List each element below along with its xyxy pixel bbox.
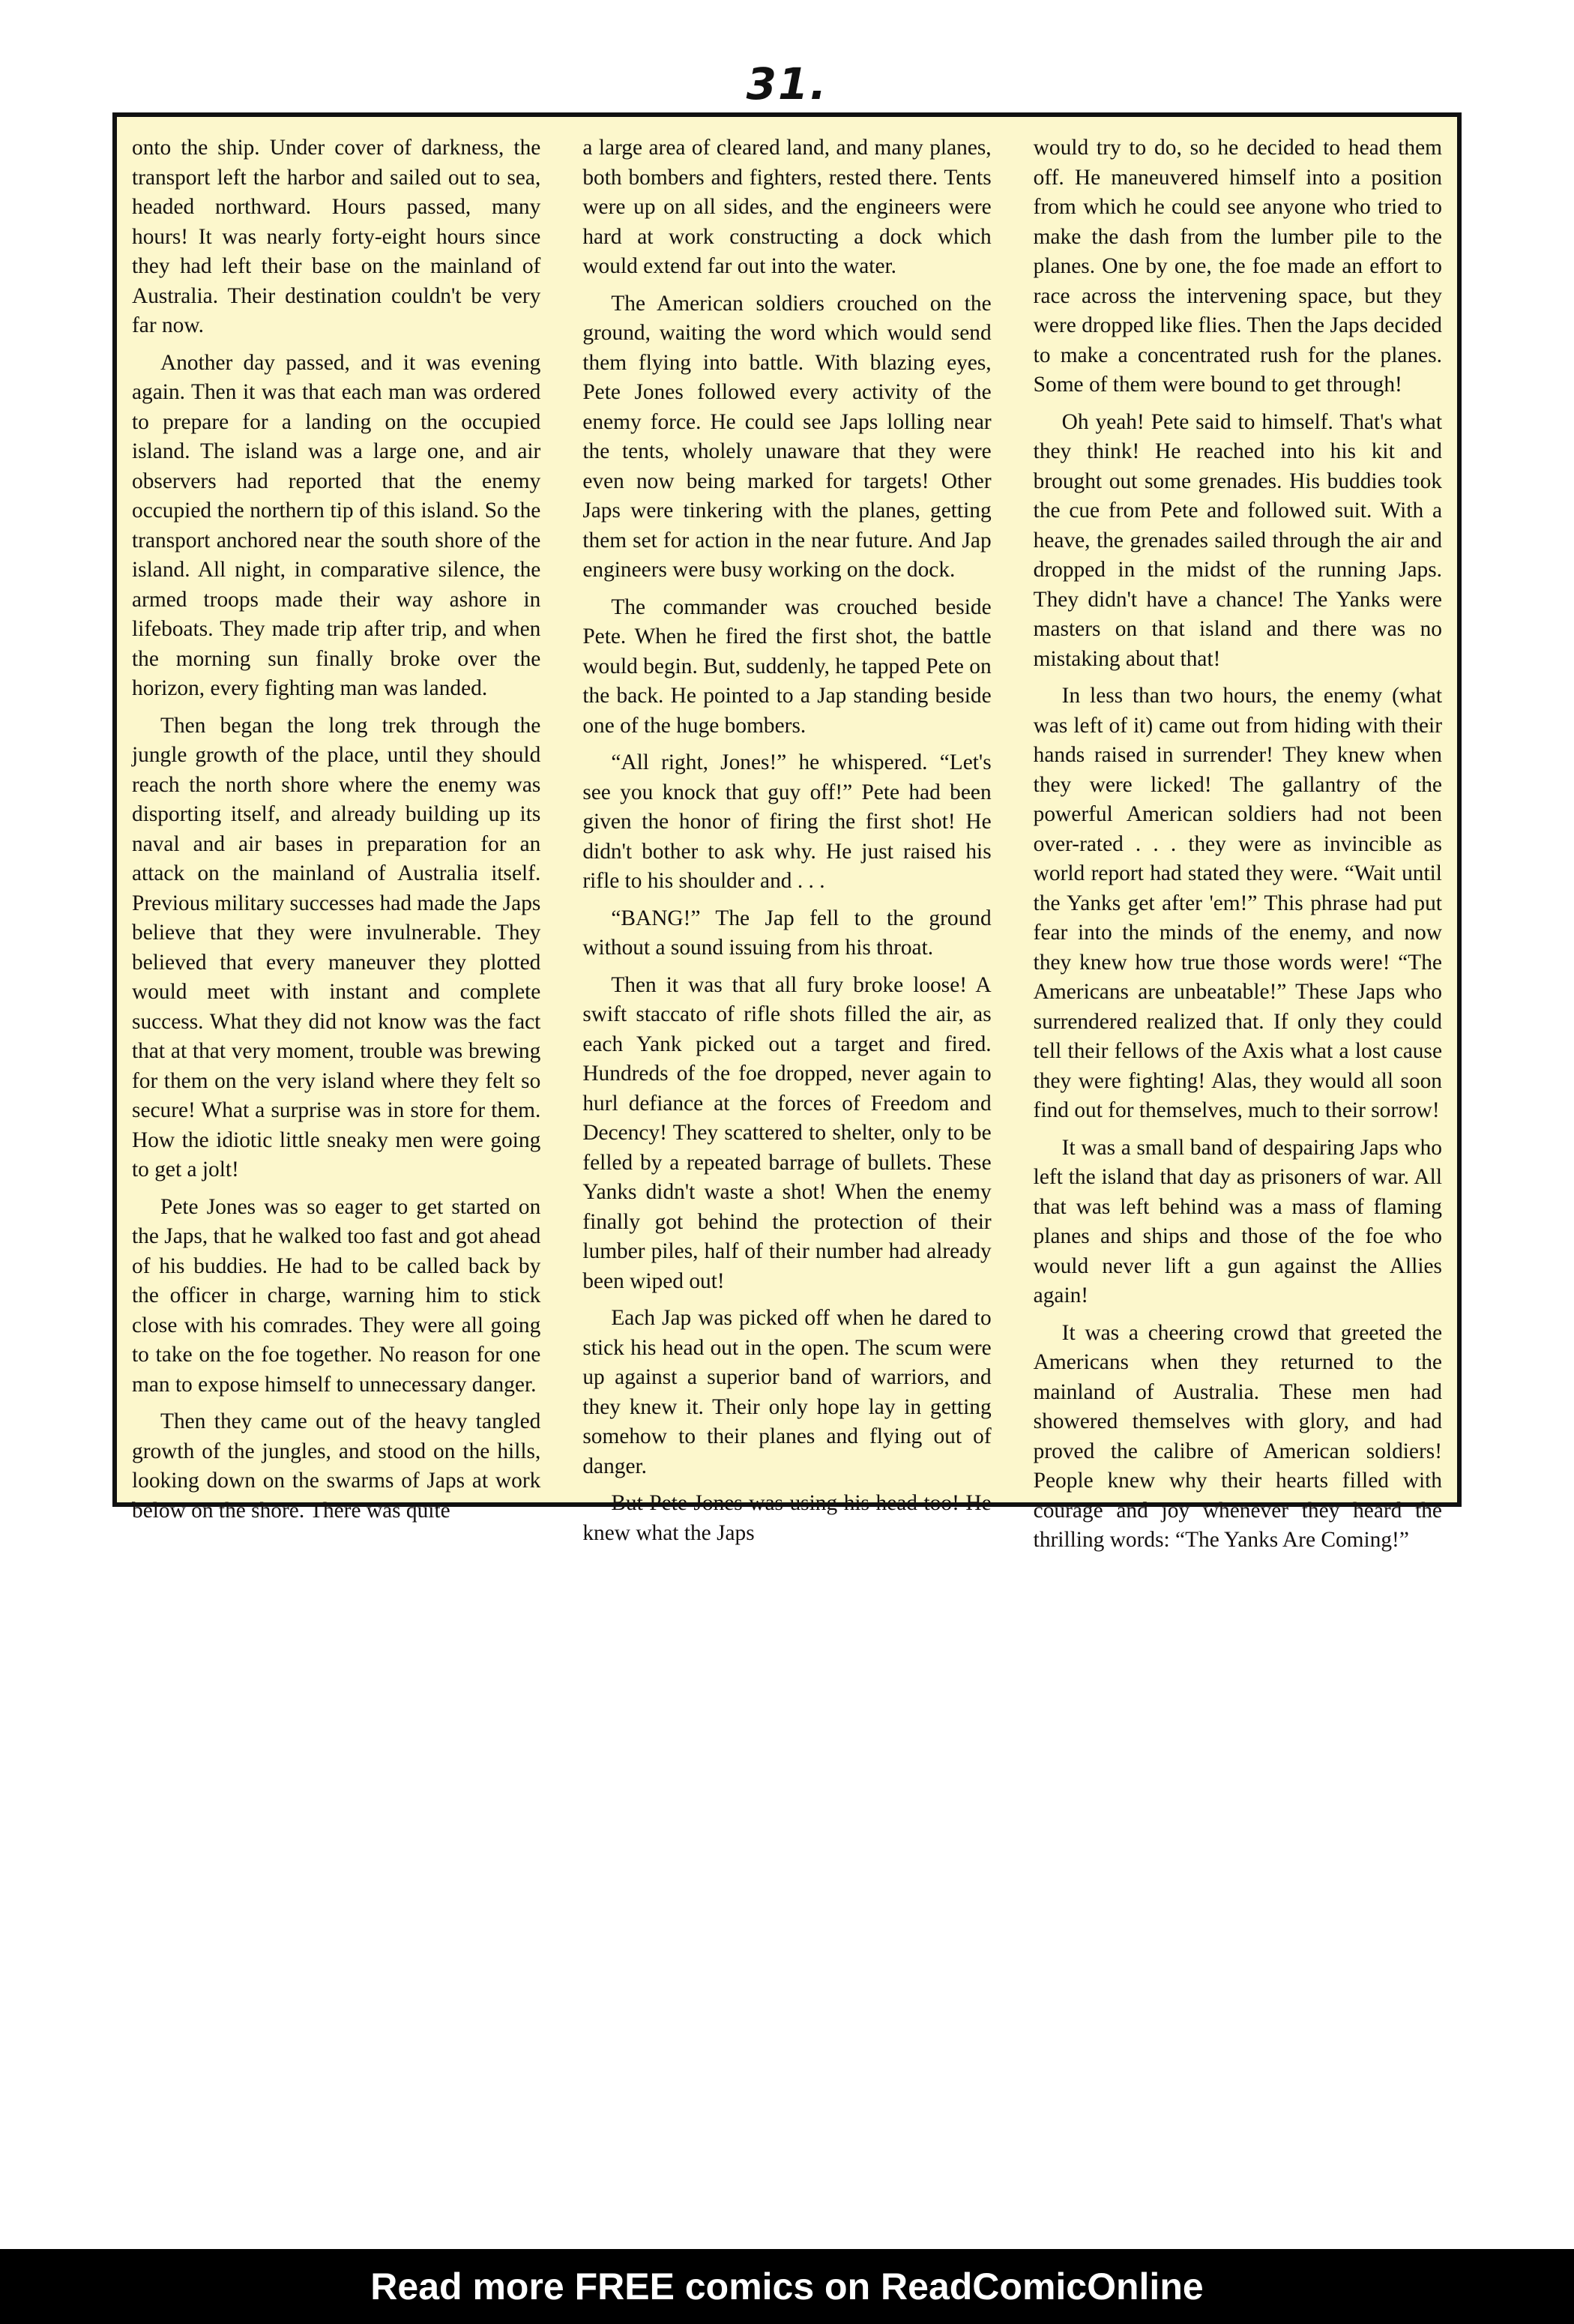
page-number: 31.: [746, 58, 828, 109]
paragraph: a large area of cleared land, and many planes, both bombers and fighters, rested there. Tents were up on all sides, and the engineers were hard at work constructing a dock which would extend far out into the water.: [582, 136, 992, 278]
paragraph: Then began the long trek through the jungle growth of the place, until they should reach the north shore where the enemy was disporting itself, and already building up its naval and air bases in preparation for an attack on the mainland of Australia itself. Previous military successes had made the Japs believe that they were invulnerable. They believed that every maneuver they plotted would meet with instant and complete success. What they did not know was the fact that at that very moment, trouble was brewing for them on the very island where they felt so secure! What a surprise was in store for them. How the idiotic little sneaky men were going to get a jolt!: [132, 713, 541, 1181]
story-text-frame: [112, 112, 1462, 1552]
paragraph: But Pete Jones was using his head too! He knew what the Japs: [582, 1491, 992, 1545]
paragraph: would try to do, so he decided to head them off. He maneuvered himself into a position from which he could see anyone who tried to make the dash from the lumber pile to the planes. One by one, the foe made an effort to race across the intervening space, but they were dropped like flies. Then the Japs decided to make a concentrated rush for the planes. Some of them were bound to get through!: [1033, 136, 1442, 397]
paragraph: The commander was crouched beside Pete. When he fired the first shot, the battle would begin. But, suddenly, he tapped Pete on the back. He pointed to a Jap standing beside one of the huge bombers.: [582, 594, 992, 738]
paragraph: “All right, Jones!” he whispered. “Let's see you knock that guy off!” Pete had been given the honor of firing the first shot! He didn't bother to ask why. He just raised his rifle to his shoulder and . . .: [582, 750, 992, 893]
paragraph: It was a small band of despairing Japs who left the island that day as prisoners of war. All that was left behind was a mass of flaming planes and ships and those of the foe who would never lift a gun against the Allies again!: [1033, 1135, 1442, 1307]
paragraph: Then it was that all fury broke loose! A swift staccato of rifle shots filled the air, as each Yank picked out a target and fired. Hundreds of the foe dropped, never again to hurl defiance at the forces of Freedom and Decency! They scattered to shelter, only to be felled by a repeated barrage of bullets. These Yanks didn't waste a shot! When the enemy finally got behind the protection of their lumber piles, half of their number had already been wiped out!: [582, 972, 992, 1293]
paragraph: Oh yeah! Pete said to himself. That's what they think! He reached into his kit and brought out some grenades. His buddies took the cue from Pete and followed suit. With a heave, the grenades sailed through the air and dropped in the midst of the running Japs. They didn't have a chance! The Yanks were masters on that island and there was no mistaking about that!: [1033, 409, 1442, 671]
paragraph: Another day passed, and it was evening again. Then it was that each man was ordered to prepare for a landing on the occupied island. The island was a large one, and air observers had reported that the enemy occupied the northern tip of this island. So the transport anchored near the south shore of the island. All night, in comparative silence, the armed troops made their way ashore in lifeboats. They made trip after trip, and when the morning sun finally broke over the horizon, every fighting man was landed.: [132, 350, 541, 700]
paragraph: Each Jap was picked off when he dared to stick his head out in the open. The scum were up against a superior band of warriors, and they knew it. Their only hope lay in getting somehow to their planes and flying out of danger.: [582, 1306, 992, 1478]
paragraph: Pete Jones was so eager to get started on the Japs, that he walked too fast and got ahead of his buddies. He had to be called back by the officer in charge, warning him to stick close with his comrades. They were all going to take on the foe together. No reason for one man to expose himself to unnecessary danger.: [132, 1194, 541, 1397]
promo-footer-banner[interactable]: Read more FREE comics on ReadComicOnline: [0, 2249, 1574, 2324]
paragraph: It was a cheering crowd that greeted the Americans when they returned to the mainland of Australia. These men had showered themselves with glory, and had proved the calibre of American soldiers! People knew why their hearts filled with courage and joy whenever they heard the thrilling words: “The Yanks Are Coming!”: [1033, 1320, 1442, 1552]
text-column-3: [1034, 133, 1442, 1563]
text-column-1: [132, 133, 540, 1563]
paragraph: “BANG!” The Jap fell to the ground without a sound issuing from his throat.: [582, 906, 992, 960]
paragraph: The American soldiers crouched on the ground, waiting the word which would send them flying into battle. With blazing eyes, Pete Jones followed every activity of the enemy force. He could see Japs lolling near the tents, wholely unaware that they were even now being marked for targets! Other Japs were tinkering with the planes, getting them set for action in the near future. And Jap engineers were busy working on the dock.: [582, 291, 992, 582]
text-column-2: [582, 133, 991, 1563]
paragraph: onto the ship. Under cover of darkness, the transport left the harbor and sailed out to sea, headed northward. Hours passed, many hours! It was nearly forty-eight hours since they had left their base on the mainland of Australia. Their destination couldn't be very far now.: [132, 136, 541, 337]
paragraph: Then they came out of the heavy tangled growth of the jungles, and stood on the hills, looking down on the swarms of Japs at work below on the shore. There was quite: [132, 1409, 541, 1523]
paragraph: In less than two hours, the enemy (what was left of it) came out from hiding with their hands raised in surrender! They knew when they were licked! The gallantry of the powerful American soldiers had not been over-rated . . . they were as invincible as world report had stated they were. “Wait until the Yanks get after 'em!” This phrase had put fear into the minds of the enemy, and now they knew how true those words were! “The Americans are unbeatable!” These Japs who surrendered realized that. If only they could tell their fellows of the Axis what a lost cause they were fighting! Alas, they would all soon find out for themselves, much to their sorrow!: [1033, 684, 1442, 1122]
